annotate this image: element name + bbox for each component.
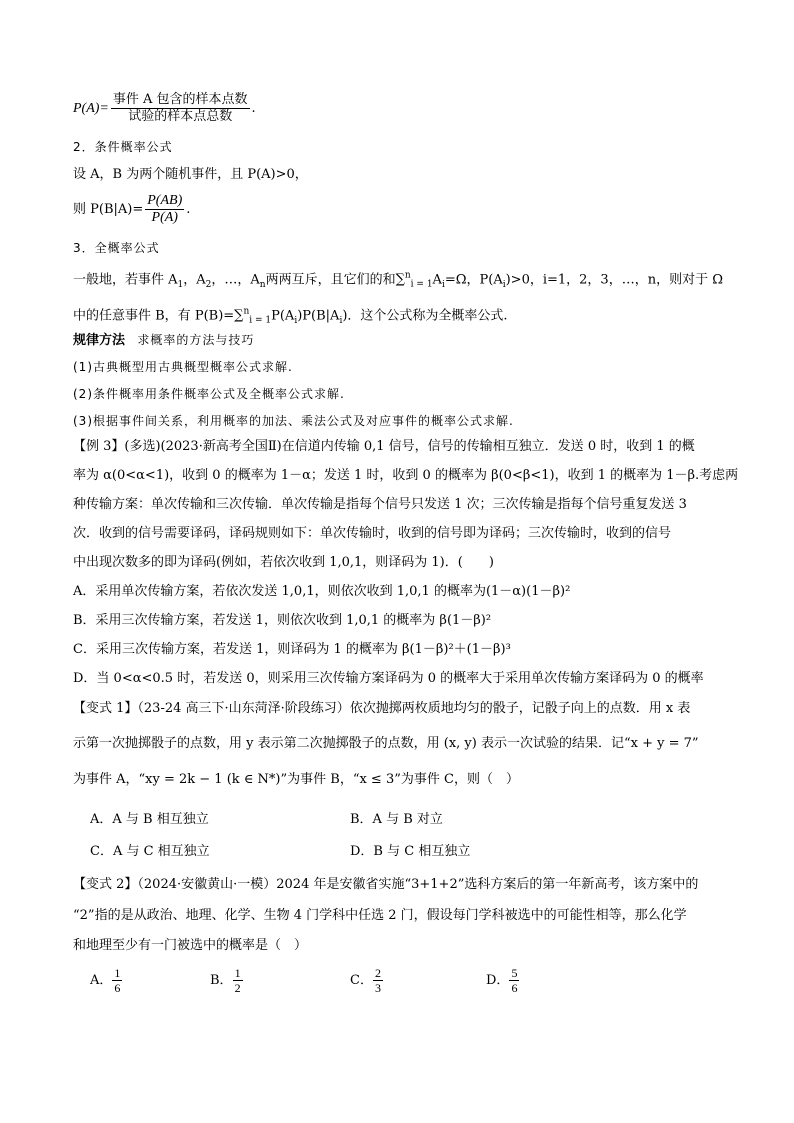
- option-fraction: [373, 966, 383, 995]
- sigma-glyph: ∑: [395, 272, 405, 288]
- subscript: i: [441, 279, 445, 290]
- example-3-option-a: A．采用单次传输方案，若依次发送 1,0,1，则依次收到 1,0,1 的概率为(1－α)(1－β)²: [73, 584, 571, 599]
- formula-fraction: [111, 92, 250, 125]
- method-item-1: (1)古典概型用古典概型概率公式求解.: [73, 360, 293, 374]
- variant-2-option-d: [486, 966, 519, 995]
- variant-1-line-2: 示第一次抛掷骰子的点数，用 y 表示第二次抛掷骰子的点数，用 (x, y) 表示一次试验的结果．记“x + y = 7”: [73, 736, 699, 751]
- sum-upper: n: [404, 271, 411, 281]
- option-label: A．: [90, 973, 113, 988]
- method-title: 规律方法: [73, 333, 126, 348]
- fraction-denominator: 3: [374, 981, 381, 995]
- option-fraction: [233, 966, 243, 995]
- method-subtitle: 求概率的方法与技巧: [137, 333, 255, 347]
- total-probability-line1: [73, 266, 723, 295]
- section-3-title: 3．全概率公式: [73, 241, 160, 255]
- text: ，A: [183, 272, 206, 288]
- fraction-numerator: P(AB): [147, 193, 183, 208]
- variant-2-line-2: “2”指的是从政治、地理、化学、生物 4 门学科中任选 2 门，假设每门学科被选中的可能性相等，那么化学: [73, 908, 687, 923]
- subscript: i: [339, 315, 343, 326]
- example-3-line-4: 次．收到的信号需要译码，译码规则如下：单次传输时，收到的信号即为译码；三次传输时，收到的信号: [73, 526, 672, 541]
- classical-probability-formula: [73, 92, 723, 125]
- subscript: 1: [177, 279, 184, 290]
- fraction-denominator: 试验的样本点总数: [128, 109, 233, 124]
- fraction-denominator: 6: [114, 981, 121, 995]
- fraction-numerator: 事件 A 包含的样本点数: [112, 92, 248, 107]
- example-3-option-c: C．采用三次传输方案，若发送 1，则译码为 1 的概率为 β(1－β)²＋(1－β)³: [73, 642, 511, 657]
- conditional-probability-formula: [73, 193, 723, 226]
- formula-fraction: [145, 193, 184, 226]
- example-3-option-b: B．采用三次传输方案，若发送 1，则依次收到 1,0,1 的概率为 β(1－β)²: [73, 613, 492, 628]
- example-3-line-1: 【例 3】(多选)(2023·新高考全国Ⅱ)在信道内传输 0,1 信号，信号的传输相互独立．发送 0 时，收到 1 的概: [73, 439, 695, 454]
- section-2-title: 2．条件概率公式: [73, 140, 173, 154]
- variant-2-line-3: 和地理至少有一门被选中的概率是（ ）: [73, 938, 308, 953]
- subscript: i: [294, 315, 298, 326]
- example-3-line-2: 率为 α(0<α<1)，收到 0 的概率为 1－α；发送 1 时，收到 0 的概率为 β(0<β<1)，收到 1 的概率为 1－β.考虑两: [73, 468, 739, 483]
- formula-end: .: [186, 202, 191, 217]
- total-probability-line2: [73, 302, 723, 331]
- summation-symbol: [234, 307, 272, 326]
- variant-1-line-3: 为事件 A，“xy = 2k − 1 (k ∈ N*)”为事件 B，“x ≤ 3”为事件 C，则（ ）: [73, 772, 519, 787]
- sum-lower: i = 1: [249, 315, 272, 326]
- example-3-option-d: D．当 0<α<0.5 时，若发送 0，则采用三次传输方案译码为 0 的概率大于采用单次传输方案译码为 0 的概率: [73, 671, 704, 686]
- text: =Ω，P(A: [444, 272, 503, 288]
- text: P(A: [271, 308, 295, 324]
- formula-end: .: [251, 101, 256, 116]
- variant-2-option-b: [210, 966, 243, 995]
- sum-upper: n: [243, 307, 250, 317]
- formula-lhs: 则 P(B|A)=: [73, 202, 144, 217]
- text: 中的任意事件 B，有 P(B)=: [73, 308, 235, 324]
- section-2-line1: 设 A，B 为两个随机事件，且 P(A)>0，: [73, 167, 308, 182]
- option-fraction: [509, 966, 519, 995]
- example-3-line-5: 中出现次数多的即为译码(例如，若依次收到 1,0,1，则译码为 1)．( ): [73, 555, 494, 570]
- variant-2-line-1: 【变式 2】（2024·安徽黄山·一模）2024 年是安徽省实施“3+1+2”选科方案后的第一年新高考，该方案中的: [73, 877, 699, 892]
- formula-lhs: P(A)=: [73, 101, 109, 116]
- text: ，…，A: [211, 272, 260, 288]
- option-fraction: [112, 966, 122, 995]
- fraction-denominator: P(A): [151, 210, 178, 225]
- text: A: [432, 272, 442, 288]
- text: )>0，i=1，2，3，…，n，则对于 Ω: [505, 272, 723, 288]
- fraction-numerator: 1: [114, 966, 121, 980]
- option-label: D．: [486, 973, 510, 988]
- fraction-numerator: 1: [234, 966, 241, 980]
- option-label: C．: [350, 973, 373, 988]
- variant-2-option-c: [350, 966, 383, 995]
- variant-1-option-c: C．A 与 C 相互独立: [90, 844, 210, 859]
- fraction-numerator: 2: [374, 966, 381, 980]
- example-3-line-3: 种传输方案：单次传输和三次传输．单次传输是指每个信号只发送 1 次；三次传输是指每个信号重复发送 3: [73, 497, 687, 512]
- option-label: B．: [210, 973, 233, 988]
- method-heading: [73, 330, 723, 351]
- text: 两两互斥，且它们的和: [265, 272, 396, 288]
- sum-lower: i = 1: [410, 279, 433, 290]
- sigma-glyph: ∑: [234, 308, 244, 324]
- fraction-numerator: 5: [511, 966, 518, 980]
- fraction-denominator: 6: [511, 981, 518, 995]
- variant-1-line-1: 【变式 1】（23-24 高三下·山东菏泽·阶段练习）依次抛掷两枚质地均匀的骰子，记骰子向上的点数．用 x 表: [73, 701, 691, 716]
- method-item-2: (2)条件概率用条件概率公式及全概率公式求解.: [73, 387, 345, 401]
- variant-2-option-a: [90, 966, 122, 995]
- method-item-3: (3)根据事件间关系，利用概率的加法、乘法公式及对应事件的概率公式求解.: [73, 414, 514, 428]
- text: 一般地，若事件 A: [73, 272, 178, 288]
- variant-1-option-b: B．A 与 B 对立: [350, 812, 443, 827]
- text: )．这个公式称为全概率公式.: [342, 308, 508, 324]
- summation-symbol: [395, 271, 433, 290]
- text: )P(B|A: [297, 308, 340, 324]
- subscript: i: [502, 279, 506, 290]
- fraction-denominator: 2: [234, 981, 241, 995]
- variant-1-option-d: D．B 与 C 相互独立: [350, 844, 471, 859]
- variant-1-option-a: A．A 与 B 相互独立: [90, 812, 209, 827]
- subscript: 2: [205, 279, 212, 290]
- subscript: n: [259, 279, 266, 290]
